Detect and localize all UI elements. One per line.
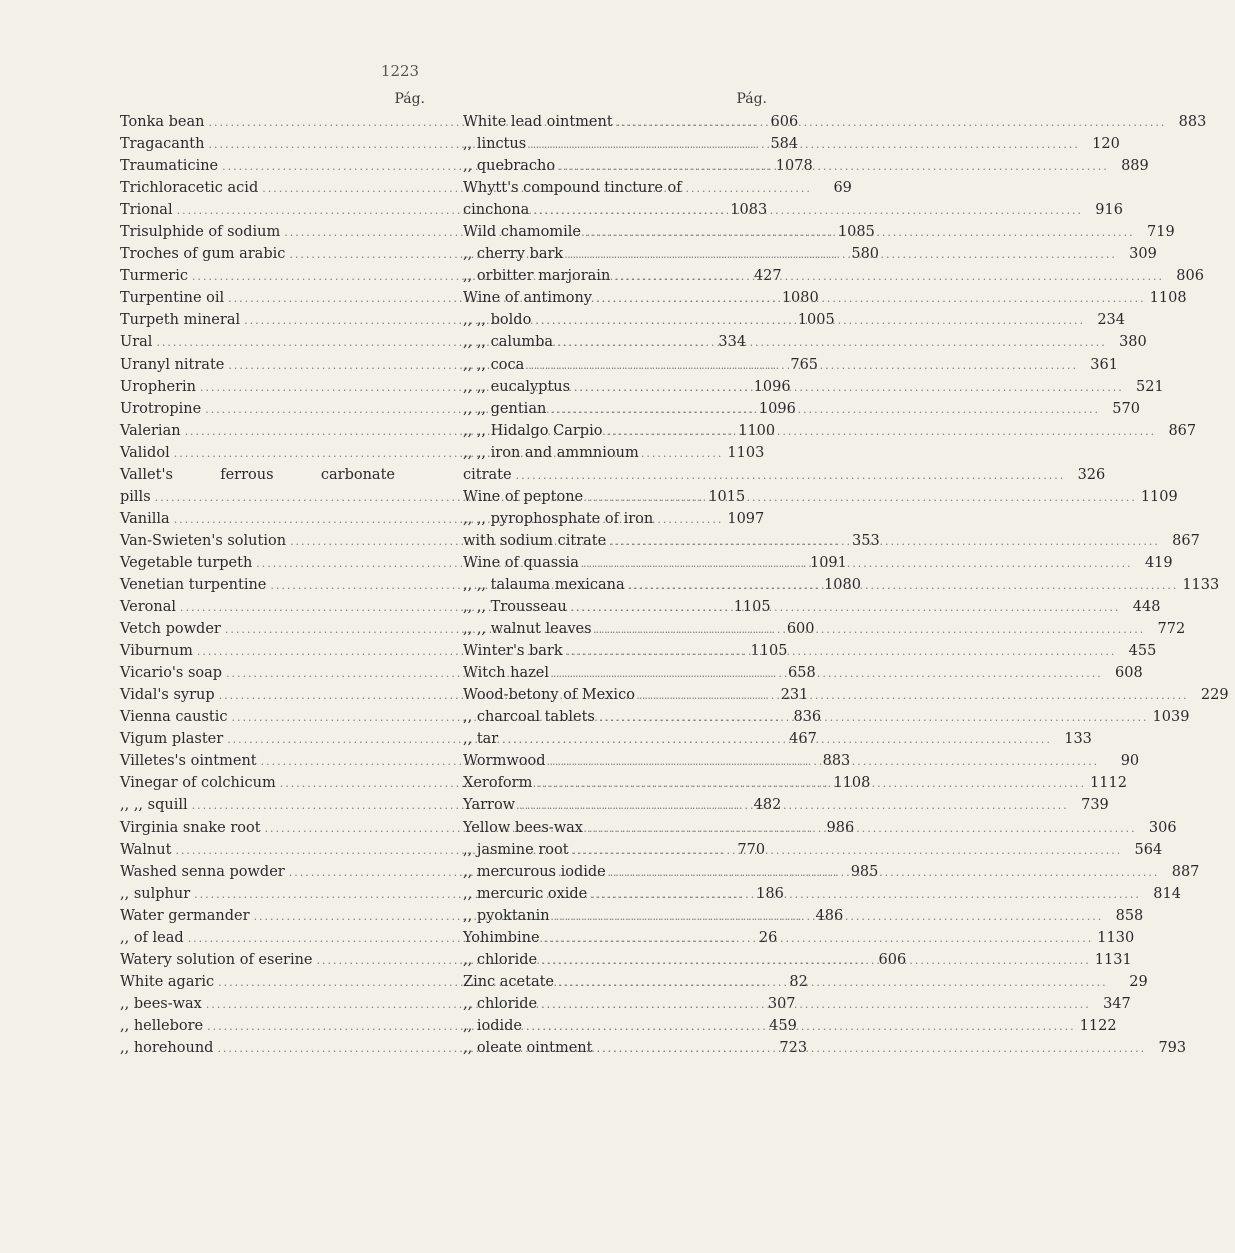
entry-label: Vicario's soap [120, 665, 223, 682]
entry-label: Vidal's syrup [120, 687, 215, 704]
entry-label: Yohimbine [463, 929, 540, 946]
entry-page-number: 584 [770, 136, 799, 153]
dot-leader [583, 554, 1133, 571]
entry-page-number: 814 [1153, 885, 1181, 902]
entry-label: Wine of quassia [463, 554, 579, 571]
entry-label: Whytt's compound tincture of [463, 180, 682, 197]
dot-leader [573, 841, 1123, 858]
dot-leader [553, 667, 1103, 680]
dot-leader [533, 204, 1083, 217]
entry-label: Turmeric [120, 268, 188, 285]
dot-leader [591, 885, 1141, 902]
entry-page-number: 306 [1148, 819, 1177, 836]
dot-leader [541, 951, 1091, 968]
entry-page-number: 1130 [1097, 929, 1135, 946]
entry-label: ,, pyoktanin [463, 907, 550, 924]
entry-label: ,, ,, gentian [463, 400, 547, 417]
entry-label: ,, oleate ointment [463, 1039, 593, 1056]
entry-page-number: 120 [1092, 136, 1120, 153]
entry-page-number: 69 [833, 180, 852, 197]
dot-leader [571, 601, 1121, 614]
entry-label: Vienna caustic [120, 709, 228, 726]
entry-label: ,, quebracho [463, 158, 556, 175]
entry-page-number: 486 [815, 907, 844, 924]
index-entry [463, 202, 1123, 224]
entry-page-number: 521 [1136, 378, 1164, 395]
entry-label: with sodium citrate [463, 532, 607, 549]
entry-page-number: 326 [1077, 466, 1106, 483]
entry-page-number: 26 [758, 929, 778, 946]
entry-label: Witch hazel [463, 665, 550, 682]
index-entry [463, 885, 1181, 908]
dot-leader [530, 138, 1080, 151]
dot-leader [599, 711, 1149, 724]
index-entry [463, 334, 1147, 356]
entry-label: ,, cherry bark [463, 246, 564, 263]
entry-label: ,, hellebore [120, 1017, 204, 1034]
entry-page-number: 883 [1178, 114, 1207, 130]
entry-label: ,, ,, boldo [463, 312, 532, 329]
entry-page-number: 361 [1090, 356, 1118, 373]
entry-page-number: 1109 [1140, 488, 1178, 505]
dot-leader [629, 576, 1179, 593]
entry-label: ,, horehound [120, 1039, 214, 1056]
index-entry [120, 467, 431, 489]
index-entry [463, 268, 1204, 290]
entry-label: ,, ,, squill [120, 797, 188, 814]
entry-page-number: 1080 [781, 290, 819, 307]
entry-label: Uranyl nitrate [120, 356, 225, 373]
entry-page-number: 482 [753, 797, 782, 814]
entry-label: Zinc acetate [463, 973, 555, 990]
entry-label: Vallet's ferrous carbonate [120, 466, 395, 483]
entry-label: Yellow bees-wax [463, 819, 583, 836]
entry-label: White lead ointment [463, 114, 613, 130]
dot-leader [606, 422, 1156, 439]
entry-label: Ural [120, 334, 153, 351]
entry-page-number: 234 [1097, 312, 1125, 329]
entry-label: ,, iodide [463, 1017, 522, 1034]
entry-label: Urotropine [120, 400, 202, 417]
entry-page-number: 600 [786, 621, 815, 638]
entry-label: cinchona [463, 202, 530, 219]
entry-page-number: 1096 [753, 378, 791, 395]
entry-page-number: 448 [1132, 599, 1161, 616]
entry-label: Van-Swieten's solution [120, 532, 287, 549]
entry-label: Villetes's ointment [120, 753, 257, 770]
column-header: Pág. [394, 91, 425, 107]
dot-leader [617, 116, 1167, 129]
entry-label: ,, chloride [463, 995, 538, 1012]
entry-label: Turpeth mineral [120, 312, 241, 329]
entry-label: Xeroform [463, 775, 533, 792]
entry-label: ,, charcoal tablets [463, 709, 595, 726]
entry-page-number: 867 [1168, 422, 1197, 439]
entry-page-number: 1005 [797, 312, 835, 329]
dot-leader [516, 469, 1066, 482]
entry-label: ,, of lead [120, 929, 184, 946]
entry-label: Wine of antimony [463, 290, 592, 307]
entry-page-number: 985 [850, 863, 879, 880]
dot-leader [567, 248, 1117, 261]
dot-leader [550, 400, 1100, 417]
entry-page-number: 1078 [775, 158, 813, 175]
entry-label: Trisulphide of sodium [120, 224, 281, 241]
dot-leader [574, 378, 1124, 395]
entry-label: ,, ,, coca [463, 356, 525, 373]
entry-page-number: 606 [878, 951, 907, 968]
entry-page-number: 887 [1171, 863, 1200, 880]
dot-leader [596, 623, 1146, 636]
entry-label: ,, ,, Trousseau [463, 599, 567, 616]
entry-label: ,, ,, Hidalgo Carpio [463, 422, 603, 439]
entry-label: Wormwood [463, 753, 546, 770]
entry-label: Viburnum [120, 643, 193, 660]
entry-label: Troches of gum arabic [120, 246, 286, 263]
entry-label: Vetch powder [120, 621, 221, 638]
entry-label: Wild chamomile [463, 224, 582, 241]
entry-page-number: 1133 [1182, 576, 1220, 593]
dot-leader [587, 488, 1137, 505]
entry-label: ,, ,, talauma mexicana [463, 576, 625, 593]
entry-label: Tragacanth [120, 136, 205, 153]
dot-leader [559, 160, 1109, 173]
index-entry [463, 422, 1197, 445]
entry-label: Veronal [120, 599, 177, 616]
entry-label: Traumaticine [120, 158, 219, 175]
entry-label: ,, ,, calumba [463, 334, 554, 351]
entry-page-number: 1039 [1152, 709, 1190, 726]
entry-page-number: 380 [1119, 334, 1147, 351]
entry-label: Virginia snake root [120, 819, 261, 836]
index-entry [463, 180, 773, 202]
entry-label: ,, bees-wax [120, 995, 202, 1012]
index-entry [463, 841, 1163, 864]
entry-label: Vinegar of colchicum [120, 775, 276, 792]
entry-page-number: 419 [1144, 554, 1173, 571]
entry-label: ,, jasmine root [463, 841, 569, 858]
entry-page-number: 1108 [1149, 290, 1187, 307]
entry-label: citrate [463, 466, 512, 483]
entry-page-number: 133 [1064, 731, 1092, 748]
dot-leader [596, 1039, 1146, 1056]
entry-page-number: 29 [1129, 973, 1148, 990]
entry-label: Vigum plaster [120, 731, 224, 748]
entry-page-number: 1103 [727, 444, 765, 461]
entry-page-number: 1105 [750, 643, 788, 660]
entry-page-number: 353 [852, 532, 880, 549]
entry-page-number: 770 [737, 841, 766, 858]
dot-leader [554, 907, 1104, 924]
entry-label: Washed senna powder [120, 863, 285, 880]
dot-leader [567, 645, 1117, 658]
index-entry [463, 599, 1161, 621]
entry-label: ,, mercuric oxide [463, 885, 588, 902]
entry-page-number: 1080 [824, 576, 861, 593]
entry-label: Wood-betony of Mexico [463, 687, 635, 704]
entry-label: ,, ,, walnut leaves [463, 621, 592, 638]
index-entry [463, 797, 1109, 819]
index-entry [463, 488, 1178, 511]
entry-label: ,, mercurous iodide [463, 863, 606, 880]
entry-page-number: 658 [788, 665, 816, 682]
entry-label: Venetian turpentine [120, 576, 267, 593]
dot-leader [639, 689, 1189, 702]
entry-label: ,, ,, iron and ammnioum [463, 444, 639, 461]
entry-label: Yarrow [463, 797, 516, 814]
entry-page-number: 229 [1200, 687, 1229, 704]
entry-page-number: 608 [1115, 665, 1143, 682]
dot-leader [585, 226, 1135, 239]
dot-leader [528, 356, 1078, 373]
entry-page-number: 986 [826, 819, 855, 836]
entry-page-number: 765 [790, 356, 819, 373]
entry-page-number: 867 [1172, 532, 1200, 549]
column-header: Pág. [736, 91, 767, 107]
entry-label: White agaric [120, 973, 215, 990]
entry-label: Validol [120, 444, 170, 461]
entry-page-number: 1096 [758, 400, 796, 417]
entry-page-number: 570 [1112, 400, 1140, 417]
entry-page-number: 806 [1176, 268, 1204, 285]
entry-page-number: 334 [718, 334, 747, 351]
entry-page-number: 564 [1134, 841, 1163, 858]
entry-page-number: 580 [851, 246, 880, 263]
entry-label: ,, tar [463, 731, 499, 748]
dot-leader [610, 532, 1160, 549]
entry-page-number: 858 [1115, 907, 1144, 924]
dot-leader [535, 314, 1085, 327]
dot-leader [587, 819, 1137, 836]
entry-page-number: 427 [753, 268, 782, 285]
dot-leader [541, 995, 1091, 1012]
dot-leader [536, 777, 1086, 790]
entry-page-number: 916 [1095, 202, 1123, 219]
entry-page-number: 1100 [738, 422, 776, 439]
entry-page-number: 739 [1081, 797, 1109, 814]
entry-page-number: 1122 [1079, 1017, 1117, 1034]
entry-page-number: 186 [756, 885, 784, 902]
entry-page-number: 231 [780, 687, 809, 704]
entry-page-number: 347 [1103, 995, 1131, 1012]
dot-leader [502, 733, 1052, 746]
index-entry [463, 643, 1157, 665]
entry-page-number: 836 [793, 709, 822, 726]
entry-label: ,, chloride [463, 951, 538, 968]
dot-leader [549, 755, 1099, 768]
entry-page-number: 606 [770, 114, 799, 130]
entry-page-number: 772 [1157, 621, 1186, 638]
entry-label: Watery solution of eserine [120, 951, 313, 968]
entry-page-number: 883 [822, 753, 851, 770]
dot-leader [526, 1017, 1076, 1034]
entry-label: Walnut [120, 841, 172, 858]
entry-page-number: 90 [1120, 753, 1140, 770]
entry-page-number: 719 [1147, 224, 1175, 241]
entry-label: ,, ,, eucalyptus [463, 378, 571, 395]
entry-label: Uropherin [120, 378, 196, 395]
entry-label: ,, orbitter marjorain [463, 268, 611, 285]
index-entry [463, 929, 1135, 952]
entry-page-number: 1097 [727, 510, 765, 527]
entry-page-number: 793 [1158, 1039, 1187, 1056]
entry-label: Valerian [120, 422, 181, 439]
dot-leader [557, 336, 1107, 349]
page-number: 1223 [380, 62, 420, 80]
entry-page-number: 1112 [1090, 775, 1127, 792]
entry-page-number: 455 [1128, 643, 1157, 660]
dot-leader [614, 270, 1164, 283]
index-entry [463, 445, 773, 467]
entry-page-number: 1131 [1094, 951, 1132, 968]
entry-page-number: 1108 [833, 775, 871, 792]
entry-label: Tonka bean [120, 114, 205, 130]
entry-label: Trional [120, 202, 173, 219]
index-entry [463, 466, 1106, 489]
entry-label: ,, ,, pyrophosphate of iron [463, 510, 654, 527]
entry-label: ,, linctus [463, 136, 527, 153]
entry-label: Vanilla [120, 510, 170, 527]
dot-leader [558, 973, 1108, 990]
entry-page-number: 1091 [809, 554, 847, 571]
entry-page-number: 459 [769, 1017, 797, 1034]
entry-label: pills [120, 488, 151, 505]
entry-page-number: 1015 [708, 488, 746, 505]
entry-label: Water germander [120, 907, 250, 924]
entry-page-number: 1083 [730, 202, 768, 219]
entry-page-number: 889 [1121, 158, 1149, 175]
entry-label: Winter's bark [463, 643, 563, 660]
dot-leader [519, 799, 1069, 812]
entry-page-number: 309 [1129, 246, 1157, 263]
entry-label: Wine of peptone [463, 488, 584, 505]
index-entry [463, 511, 773, 533]
entry-label: Turpentine oil [120, 290, 225, 307]
entry-page-number: 467 [789, 731, 817, 748]
entry-page-number: 307 [767, 995, 796, 1012]
entry-label: ,, sulphur [120, 885, 191, 902]
dot-leader [544, 929, 1094, 946]
entry-label: Trichloracetic acid [120, 180, 259, 197]
dot-leader [610, 863, 1160, 880]
dot-leader [596, 292, 1146, 305]
entry-page-number: 82 [789, 973, 808, 990]
entry-page-number: 1105 [733, 599, 771, 616]
entry-label: Vegetable turpeth [120, 554, 253, 571]
entry-page-number: 723 [779, 1039, 808, 1056]
entry-page-number: 1085 [837, 224, 875, 241]
